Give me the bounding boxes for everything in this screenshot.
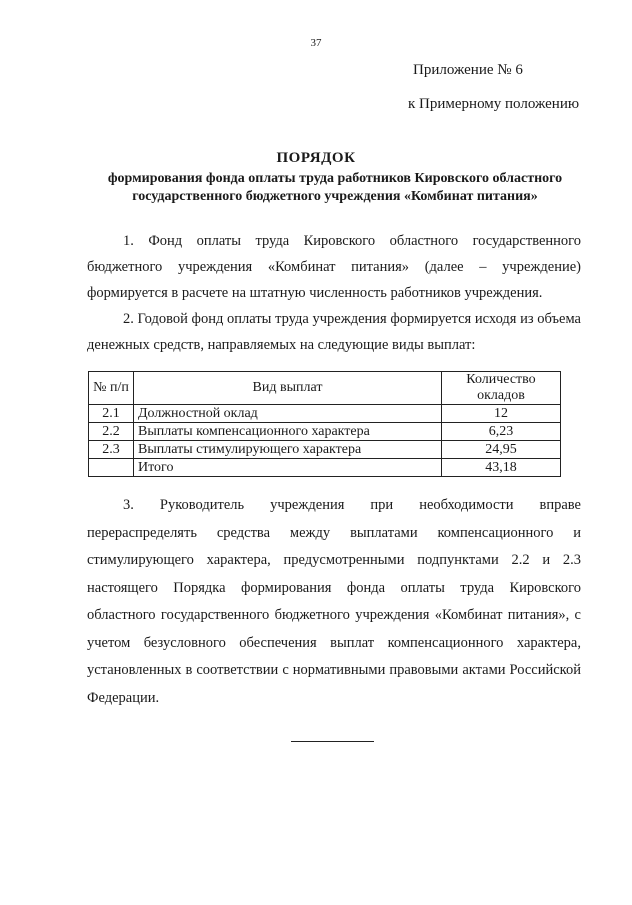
- total-count: 43,18: [442, 459, 561, 477]
- table-row: [89, 405, 561, 423]
- paragraph-1-text: 1. Фонд оплаты труда Кировского областного государственного бюджетного учреждения «Комбинат питания» (далее – учреждение) формируется в расчете на штатную численность работников учреждения.: [87, 233, 581, 301]
- paragraph-3-text: 3. Руководитель учреждения при необходимости вправе перераспределять средства между выплатами компенсационного и стимулирующего характера, предусмотренными подпунктами 2.2 и 2.3 настоящего Порядка формирования фонда оплаты труда Кировского областного государственного бюджетного учреждения «Комбинат питания», с учетом безусловного обеспечения выплат компенсационного характера, установленных в соответствии с нормативными правовыми актами Российской Федерации.: [87, 497, 581, 706]
- appendix-reference: к Примерному положению: [408, 96, 580, 112]
- total-num: [89, 459, 134, 477]
- table-row: [89, 441, 561, 459]
- end-divider: [291, 741, 374, 742]
- table-total-row: [89, 459, 561, 477]
- header-type: Вид выплат: [134, 372, 442, 405]
- row-type: Выплаты компенсационного характера: [134, 423, 442, 441]
- row-num: 2.3: [89, 441, 134, 459]
- paragraph-2: [87, 306, 581, 358]
- paragraph-2-text: 2. Годовой фонд оплаты труда учреждения формируется исходя из объема денежных средств, направляемых на следующие виды выплат:: [87, 311, 581, 353]
- table-row: [89, 423, 561, 441]
- table-header-row: [89, 372, 561, 405]
- header-num: № п/п: [89, 372, 134, 405]
- document-subtitle: [80, 170, 590, 206]
- row-type: Выплаты стимулирующего характера: [134, 441, 442, 459]
- row-count: 12: [442, 405, 561, 423]
- row-type: Должностной оклад: [134, 405, 442, 423]
- row-num: 2.1: [89, 405, 134, 423]
- paragraph-3: [87, 492, 581, 712]
- subtitle-line-1: формирования фонда оплаты труда работников Кировского областного: [107, 171, 563, 186]
- page-number: 37: [310, 37, 322, 49]
- document-title: ПОРЯДОК: [276, 150, 356, 166]
- payments-table: [88, 371, 561, 477]
- header-count: Количество окладов: [442, 372, 561, 405]
- row-count: 24,95: [442, 441, 561, 459]
- subtitle-line-2: государственного бюджетного учреждения «Комбинат питания»: [132, 189, 538, 204]
- paragraph-1: [87, 228, 581, 306]
- row-count: 6,23: [442, 423, 561, 441]
- row-num: 2.2: [89, 423, 134, 441]
- total-label: Итого: [134, 459, 442, 477]
- appendix-number: Приложение № 6: [413, 62, 523, 78]
